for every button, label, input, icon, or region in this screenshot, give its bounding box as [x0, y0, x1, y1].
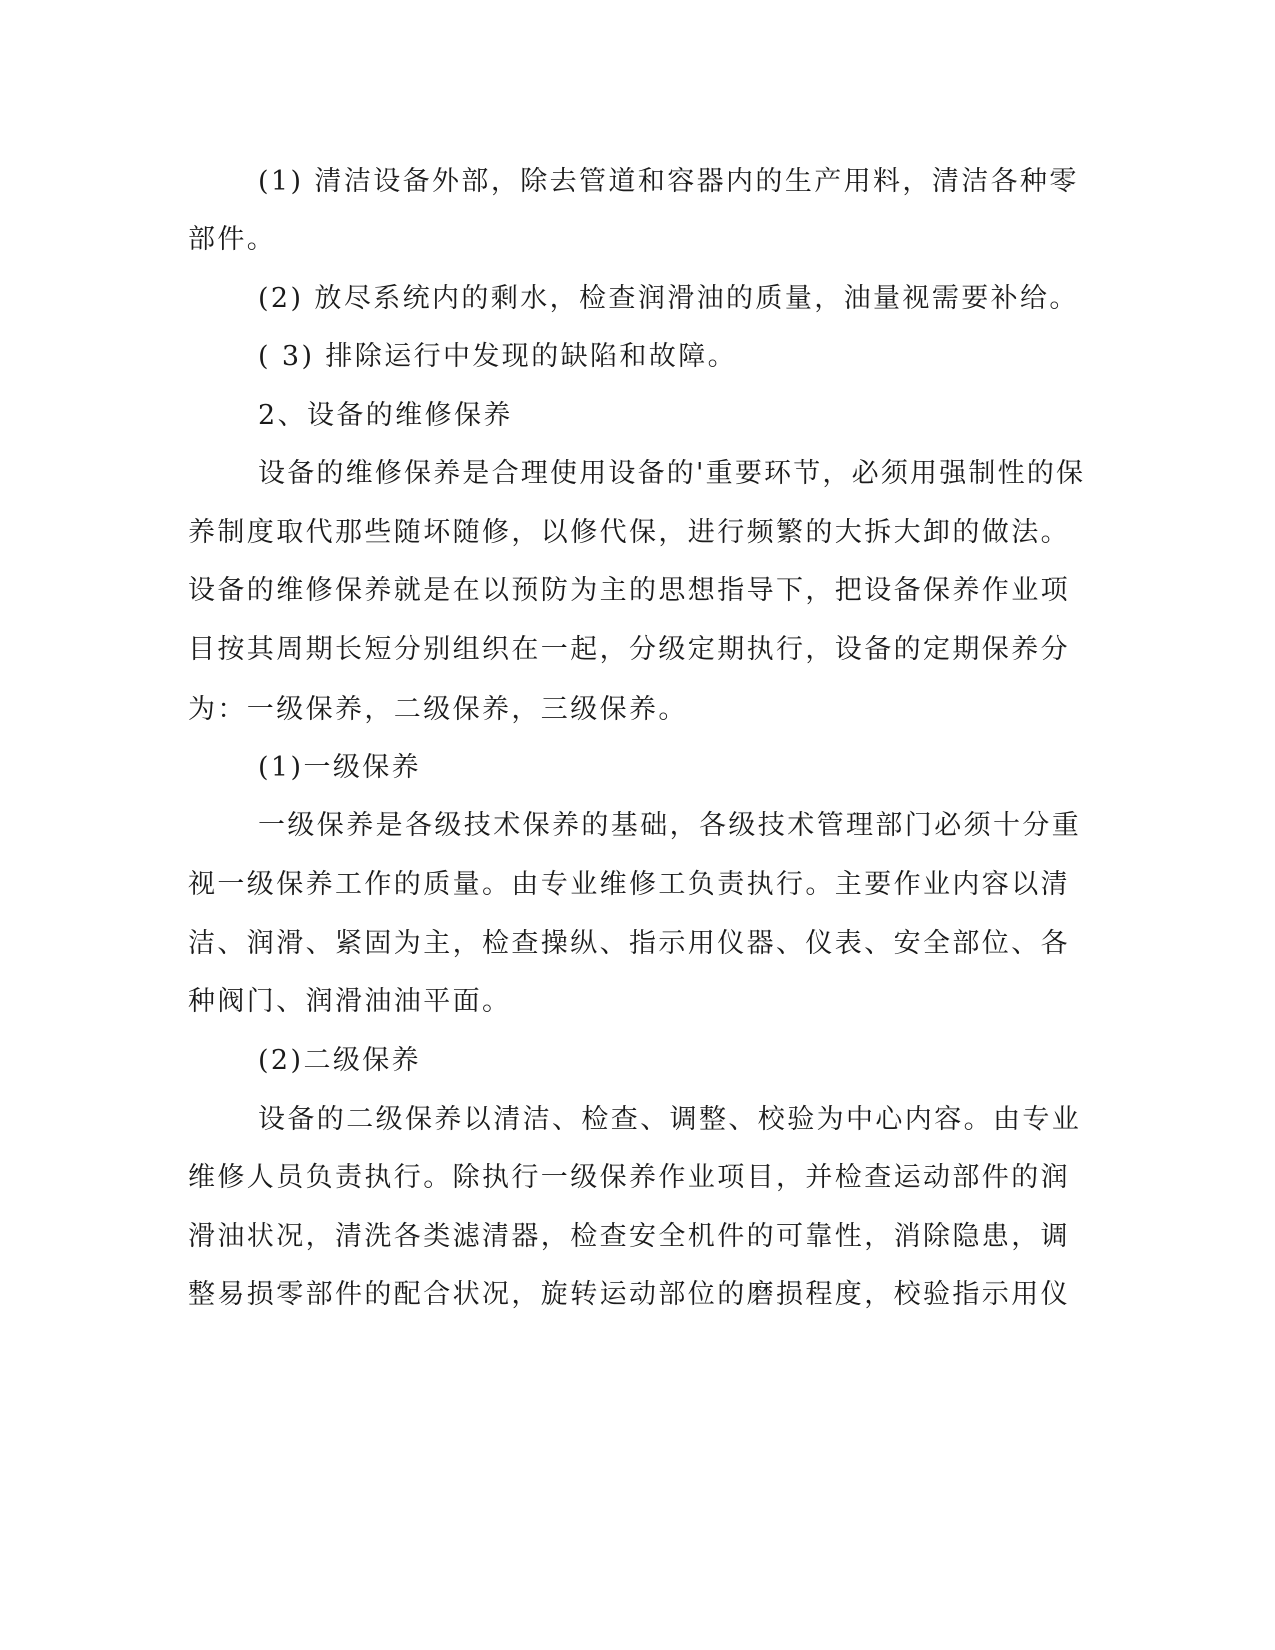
paragraph-line: 滑油状况，清洗各类滤清器，检查安全机件的可靠性，消除隐患，调 — [188, 1221, 1070, 1252]
paragraph-line: 视一级保养工作的质量。由专业维修工负责执行。主要作业内容以清 — [188, 869, 1070, 900]
paragraph-line: ( 3) 排除运行中发现的缺陷和故障。 — [258, 341, 738, 372]
paragraph-line: 整易损零部件的配合状况，旋转运动部位的磨损程度，校验指示用仪 — [188, 1279, 1070, 1310]
paragraph-line: 维修人员负责执行。除执行一级保养作业项目，并检查运动部件的润 — [188, 1162, 1070, 1193]
paragraph-line: 为：一级保养，二级保养，三级保养。 — [188, 694, 688, 725]
paragraph-line: 设备的维修保养就是在以预防为主的思想指导下，把设备保养作业项 — [188, 575, 1070, 606]
paragraph-line: 部件。 — [188, 224, 277, 255]
paragraph-line: 设备的维修保养是合理使用设备的'重要环节，必须用强制性的保 — [258, 458, 1086, 489]
paragraph-line: (1) 清洁设备外部，除去管道和容器内的生产用料，清洁各种零 — [258, 166, 1079, 197]
paragraph-line: (2) 放尽系统内的剩水，检查润滑油的质量，油量视需要补给。 — [258, 283, 1079, 314]
paragraph-line: 养制度取代那些随坏随修，以修代保，进行频繁的大拆大卸的做法。 — [188, 517, 1070, 548]
paragraph-line: 设备的二级保养以清洁、检查、调整、校验为中心内容。由专业 — [258, 1104, 1082, 1135]
section-heading: 2、设备的维修保养 — [258, 400, 513, 431]
paragraph-line: 一级保养是各级技术保养的基础，各级技术管理部门必须十分重 — [258, 810, 1082, 841]
subsection-heading: (2)二级保养 — [258, 1045, 422, 1076]
paragraph-line: 种阀门、润滑油油平面。 — [188, 986, 512, 1017]
paragraph-line: 洁、润滑、紧固为主，检查操纵、指示用仪器、仪表、安全部位、各 — [188, 928, 1070, 959]
paragraph-line: 目按其周期长短分别组织在一起，分级定期执行，设备的定期保养分 — [188, 634, 1070, 665]
subsection-heading: (1)一级保养 — [258, 752, 422, 783]
